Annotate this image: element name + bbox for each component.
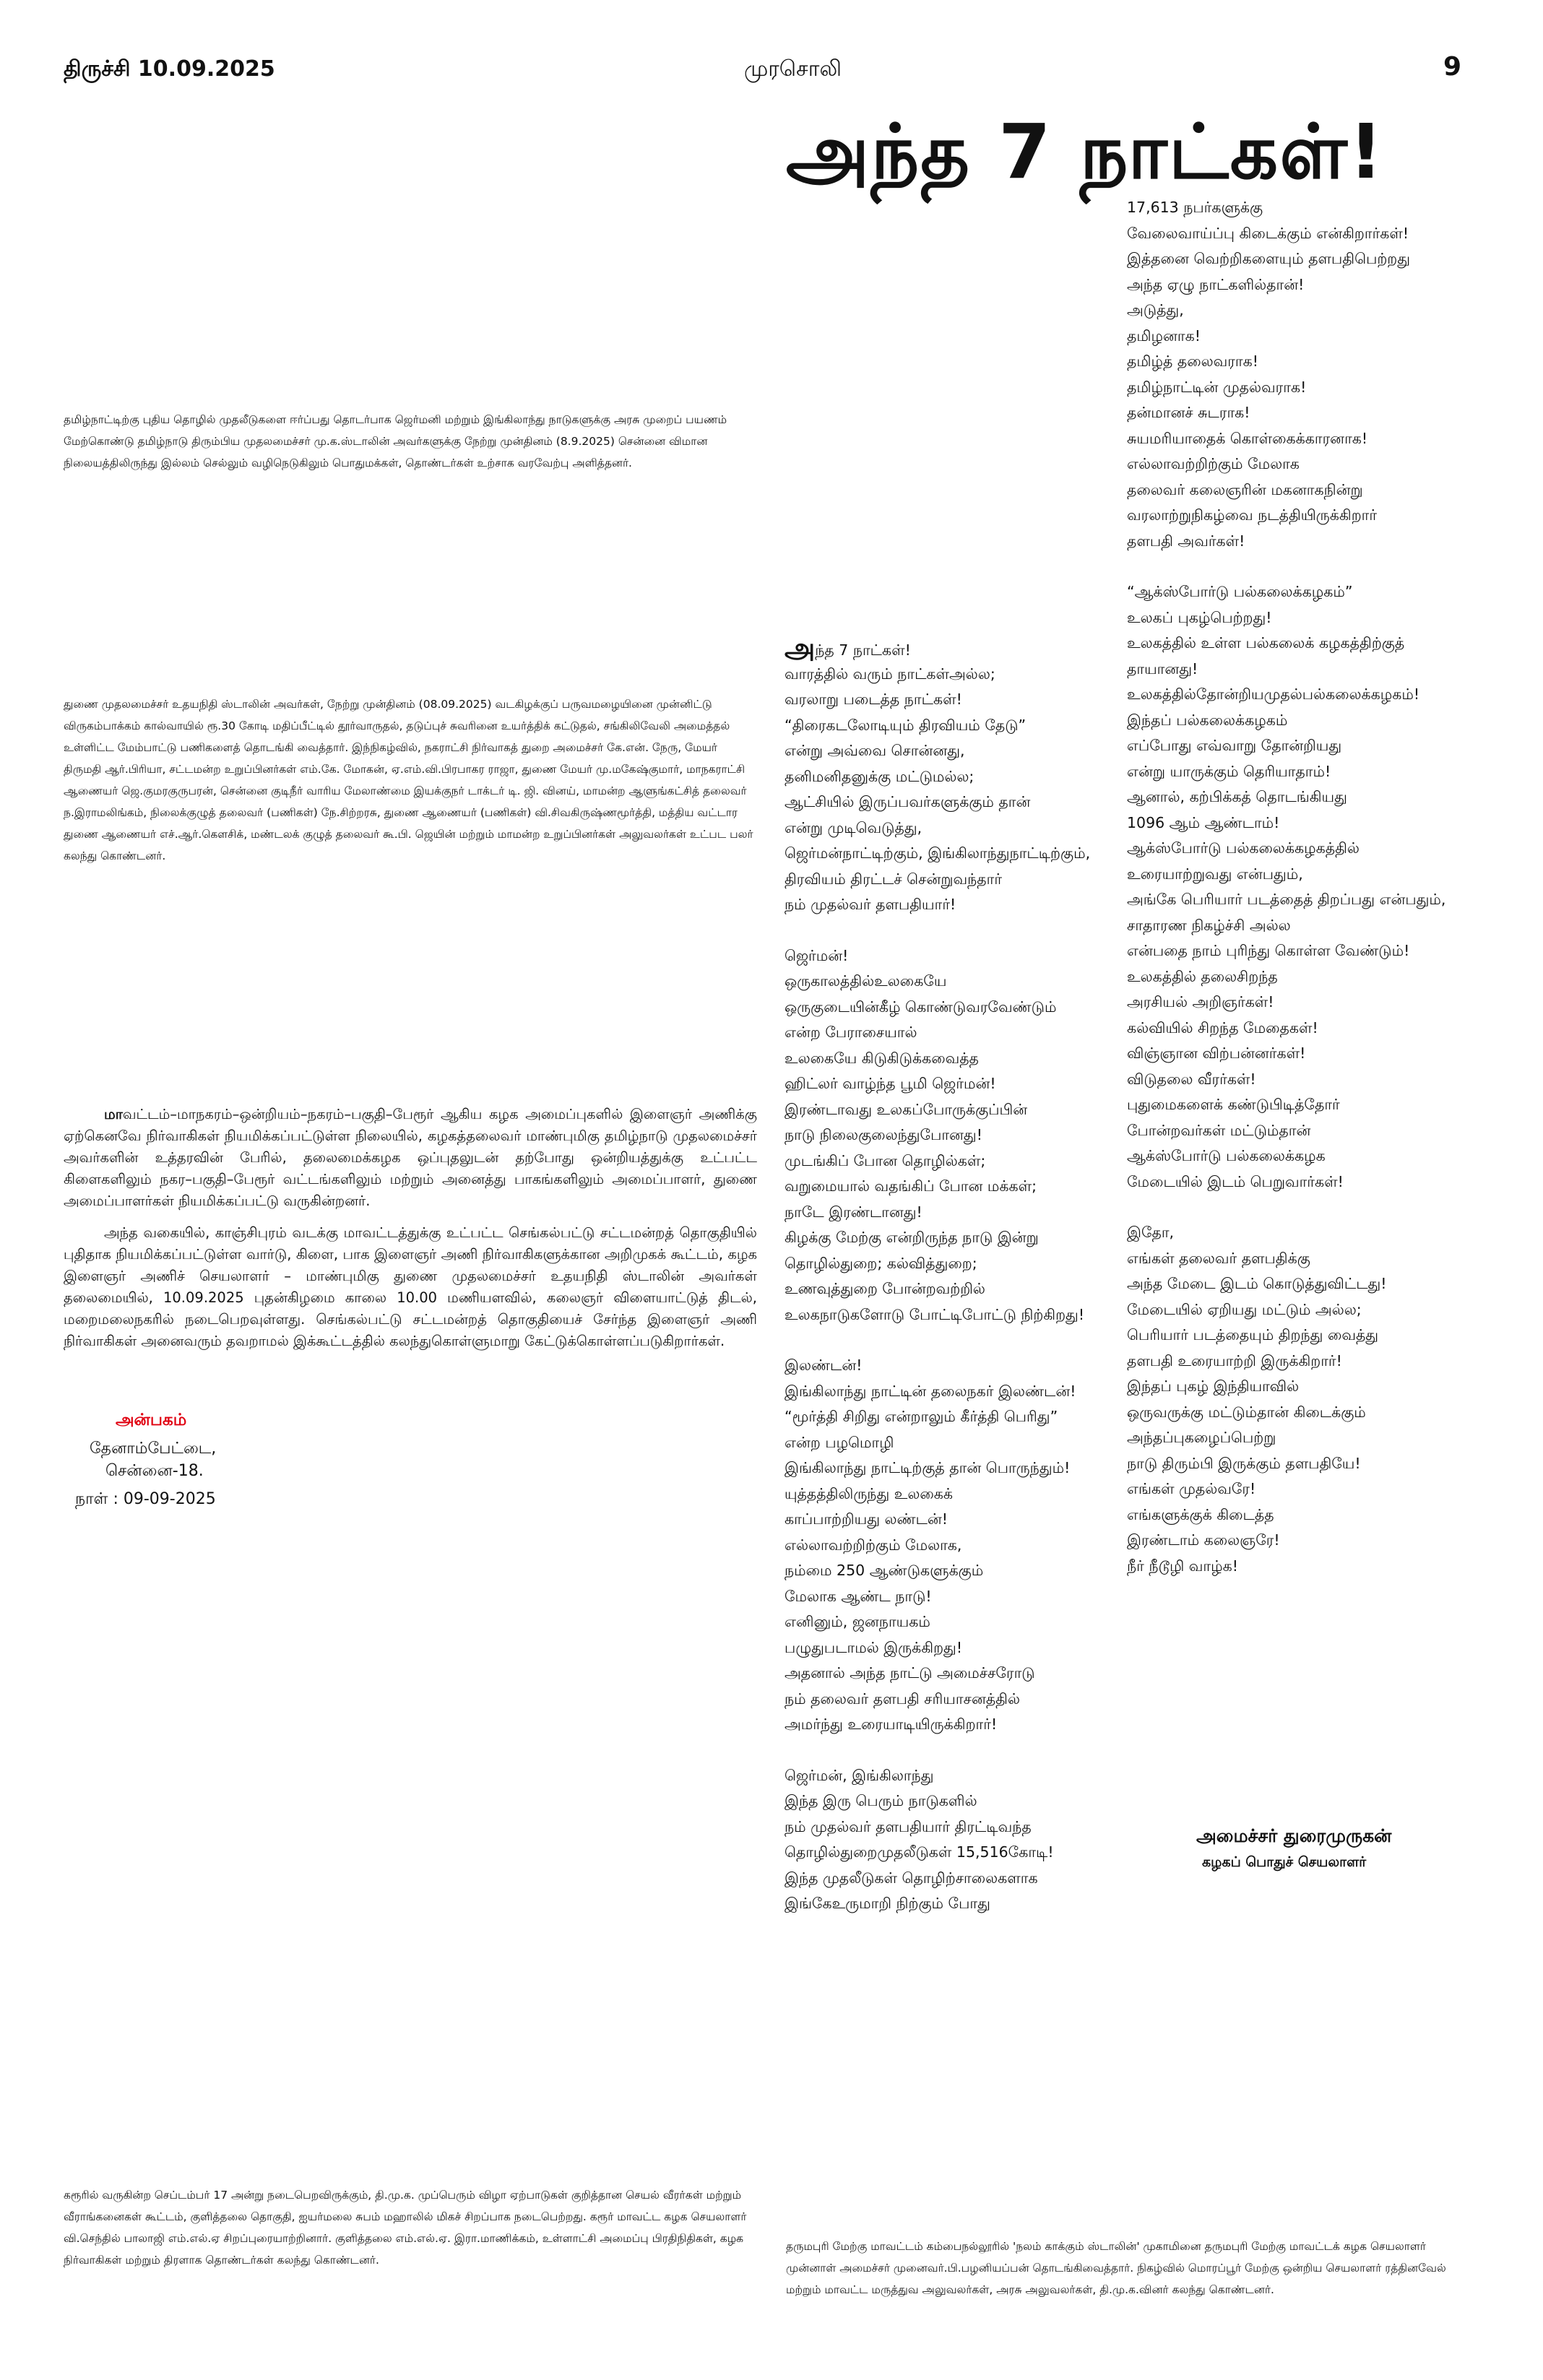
poem-line: உரையாற்றுவது என்பதும், [1127,865,1303,883]
poem-column-1 [785,632,1102,1942]
poem-line: இத்தனை வெற்றிகளையும் தளபதிபெற்றது [1127,250,1411,267]
poem-line: எங்கள் தலைவர் தளபதிக்கு [1127,1249,1310,1267]
poem-line: அதனால் அந்த நாட்டு அமைச்சரோடு [785,1664,1035,1682]
header-city-date: திருச்சி 10.09.2025 [64,56,275,82]
poem-line: என்ற பேராசையால் [785,1024,917,1041]
poem-line: மேடையில் இடம் பெறுவார்கள்! [1127,1172,1344,1190]
poem-line: தளபதி உரையாற்றி இருக்கிறார்! [1127,1351,1342,1369]
header-paper-name: முரசொலி [744,56,842,82]
poem-line: முடங்கிப் போன தொழில்கள்; [785,1151,986,1169]
poem-line: இரண்டாவது உலகப்போருக்குப்பின் [785,1100,1028,1118]
poem-line: தன்மானச் சுடராக! [1127,404,1250,421]
poem-line: சாதாரண நிகழ்ச்சி அல்ல [1127,916,1291,934]
poem-line: அந்த ஏழு நாட்களில்தான்! [1127,275,1305,293]
notice-para-1 [64,1104,757,1212]
poem-line: இந்த இரு பெரும் நாடுகளில் [785,1792,977,1809]
poem-line: சுயமரியாதைக் கொள்கைக்காரனாக! [1127,429,1368,447]
poem-line: கல்வியில் சிறந்த மேதைகள்! [1127,1018,1318,1037]
poem-line: எனினும், ஜனநாயகம் [785,1613,930,1630]
poem-line: ஒருவருக்கு மட்டும்தான் கிடைக்கும் [1127,1403,1366,1421]
poem-line: தனிமனிதனுக்கு மட்டுமல்ல; [785,767,974,785]
poem-line: என்பதை நாம் புரிந்து கொள்ள வேண்டும்! [1127,942,1410,959]
poem-line: உலகத்தில்தோன்றியமுதல்பல்கலைக்கழகம்! [1127,685,1420,703]
poem-line: இங்கேஉருமாறி நிற்கும் போது [785,1895,990,1912]
poem-stanza [785,632,1102,918]
notice-para-1-text: வட்டம்–மாநகரம்–ஒன்றியம்–நகரம்–பகுதி–பேரூர் ஆகிய கழக அமைப்புகளில் இளைஞர் அணிக்கு ஏற்கெனவே நிர்வாகிகள் நியமிக்கப்பட்டுள்ள நிலையில், கழகத்தலைவர் மாண்புமிகு தமிழ்நாடு முதலமைச்சர் அவர்களின் உத்தரவின் பேரில், தலைமைக்கழக ஒப்புதலுடன் தற்போது ஒன்றியத்துக்கு உட்பட்ட கிளைகளிலும் நகர–பகுதி–பேரூர் வட்டங்களிலும் மற்றும் அனைத்து பாகங்களிலும் அமைப்பாளர், துணை அமைப்பாளர்கள் நியமிக்கப்பட்டு வருகின்றனர். [64,1106,757,1209]
poem-line: நம் முதல்வர் தளபதியார்! [785,896,956,913]
poem-line: நீர் நீடூழி வாழ்க! [1127,1557,1238,1575]
poem-line: வாரத்தில் வரும் நாட்கள்அல்ல; [785,665,995,683]
poem-line: விடுதலை வீரர்கள்! [1127,1070,1256,1088]
poem-line-text: ந்த 7 நாட்கள்! [815,641,911,659]
poem-line: நம் முதல்வர் தளபதியார் திரட்டிவந்த [785,1817,1032,1835]
caption-udhayanidhi: துணை முதலமைச்சர் உதயநிதி ஸ்டாலின் அவர்கள், நேற்று முன்தினம் (08.09.2025) வடகிழக்குப் பருவமழையினை முன்னிட்டு விருகம்பாக்கம் கால்வாயில் ரூ.30 கோடி மதிப்பீட்டில் தூர்வாருதல், தடுப்புச் சுவரினை உயர்த்திக் கட்டுதல், சங்கிலிவேலி அமைத்தல் உள்ளிட்ட மேம்பாட்டு பணிகளைத் தொடங்கி வைத்தார். இந்நிகழ்வில், நகராட்சி நிர்வாகத் துறை அமைச்சர் கே.என். நேரு, மேயர் திருமதி ஆர்.பிரியா, சட்டமன்ற உறுப்பினர்கள் எம்.கே. மோகன், ஏ.எம்.வி.பிரபாகர ராஜா, துணை மேயர் மு.மகேஷ்குமார், மாநகராட்சி ஆணையர் ஜெ.குமரகுருபரன், சென்னை குடிநீர் வாரிய மேலாண்மை இயக்குநர் டாக்டர் டி. ஜி. வினய், மாமன்ற ஆளுங்கட்சித் தலைவர் ந.இராமலிங்கம், நிலைக்குழுத் தலைவர் (பணிகள்) நே.சிற்றரசு, துணை ஆணையர் (பணிகள்) வி.சிவகிருஷ்ணமூர்த்தி, மத்திய வட்டார துணை ஆணையர் எச்.ஆர்.கௌசிக், மண்டலக் குழுத் தலைவர் கூ.பி. ஜெயின் மற்றும் மாமன்ற உறுப்பினர்கள் அலுவலர்கள் உட்பட பலர் கலந்து கொண்டனர். [64,698,753,862]
poem-line: கிழக்கு மேற்கு என்றிருந்த நாடு இன்று [785,1229,1039,1246]
poem-line: “திரைகடலோடியும் திரவியம் தேடு” [785,716,1026,734]
poem-line: வேலைவாய்ப்பு கிடைக்கும் என்கிறார்கள்! [1127,224,1409,242]
poem-line: “ஆக்ஸ்போர்டு பல்கலைக்கழகம்” [1127,583,1353,600]
poem-line: எல்லாவற்றிற்கும் மேலாக [1127,455,1300,472]
poem-line: தொழில்துறைமுதலீடுகள் 15,516கோடி! [785,1843,1054,1861]
poem-line: அரசியல் அறிஞர்கள்! [1127,993,1274,1011]
poem-stanza [1127,195,1474,554]
poem-line: எல்லாவற்றிற்கும் மேலாக, [785,1536,962,1554]
poem-line: காப்பாற்றியது லண்டன்! [785,1510,948,1528]
poem-line: தொழில்துறை; கல்வித்துறை; [785,1254,977,1272]
poem-column-2 [1127,195,1474,1604]
poem-line: தலைவர் கலைஞரின் மகனாகநின்று [1127,480,1363,498]
caption-dharmapuri: தருமபுரி மேற்கு மாவட்டம் கம்பைநல்லூரில் 'நலம் காக்கும் ஸ்டாலின்' முகாமினை தருமபுரி மேற்கு மாவட்டக் கழக செயலாளர் முன்னாள் அமைச்சர் முனைவர்.பி.பழனியப்பன் தொடங்கிவைத்தார். நிகழ்வில் மொரப்பூர் மேற்கு ஒன்றிய செயலாளர் ரத்தினவேல் மற்றும் மாவட்ட மருத்துவ அலுவலர்கள், அரசு அலுவலர்கள், தி.மு.க.வினர் கலந்து கொண்டனர். [786,2240,1446,2296]
poem-line: எப்போது எவ்வாறு தோன்றியது [1127,737,1342,754]
poem-line: 1096 ஆம் ஆண்டாம்! [1127,813,1280,831]
poem-line: இந்தப் பல்கலைக்கழகம் [1127,711,1288,729]
poem-line: வறுமையால் வதங்கிப் போன மக்கள்; [785,1177,1037,1195]
poem-line: ஆக்ஸ்போர்டு பல்கலைக்கழக [1127,1147,1326,1164]
poem-drop-cap: அ [785,632,816,664]
poem-stanza [785,1763,1102,1917]
poem-stanza [785,1353,1102,1738]
poem-line: தாயானது! [1127,659,1198,678]
poem-line: யுத்தத்திலிருந்து உலகைக் [785,1484,953,1502]
poem-line: தமிழ்த் தலைவராக! [1127,352,1258,370]
poem-line: போன்றவர்கள் மட்டும்தான் [1127,1121,1311,1139]
poem-line: திரவியம் திரட்டச் சென்றுவந்தார் [785,870,1003,888]
poem-stanza [785,943,1102,1328]
poem-line: இலண்டன்! [785,1356,863,1374]
poem-line: எங்களுக்குக் கிடைத்த [1127,1505,1274,1523]
poem-line: ஆட்சியில் இருப்பவர்களுக்கும் தான் [785,793,1031,810]
poem-line: இதோ, [1127,1224,1175,1241]
poem-line: உலகையே கிடுகிடுக்கவைத்த [785,1049,979,1067]
poem-line: இந்த முதலீடுகள் தொழிற்சாலைகளாக [785,1869,1038,1887]
poem-line: இரண்டாம் கலைஞரே! [1127,1531,1280,1549]
poem-line: என்று யாருக்கும் தெரியாதாம்! [1127,762,1331,780]
poem-line: தமிழ்நாட்டின் முதல்வராக! [1127,378,1307,396]
poem-line: நம் தலைவர் தளபதி சரியாசனத்தில் [785,1689,1020,1708]
poem-line: வரலாறு படைத்த நாட்கள்! [785,691,962,708]
page-number: 9 [1443,52,1462,82]
article-title: அந்த 7 நாட்கள்! [786,108,1385,196]
poem-line: நம்மை 250 ஆண்டுகளுக்கும் [785,1562,984,1579]
poem-line: மேலாக ஆண்ட நாடு! [785,1587,932,1605]
poem-line: 17,613 நபர்களுக்கு [1127,199,1263,216]
poem-line: என்ற பழமொழி [785,1433,894,1451]
poem-line: பழுதுபடாமல் இருக்கிறது! [785,1638,963,1656]
poem-line: நாடு நிலைகுலைந்துபோனது! [785,1126,982,1143]
poem-line: ஹிட்லர் வாழ்ந்த பூமி ஜெர்மன்! [785,1075,996,1092]
notice-address-1: தேனாம்பேட்டை, [90,1440,217,1458]
poem-line: புதுமைகளைக் கண்டுபிடித்தோர் [1127,1096,1340,1113]
poem-line: “மூர்த்தி சிறிது என்றாலும் கீர்த்தி பெரிது” [785,1408,1058,1425]
poem-line: அந்த மேடை இடம் கொடுத்துவிட்டது! [1127,1275,1387,1292]
poem-line: மேடையில் ஏறியது மட்டும் அல்ல; [1127,1300,1362,1318]
notice-block [64,1104,757,1362]
poem-line: உணவுத்துறை போன்றவற்றில் [785,1280,985,1297]
poem-line: நாடு திரும்பி இருக்கும் தளபதியே! [1127,1454,1361,1472]
poem-stanza [1127,1220,1474,1579]
poem-line: ஆக்ஸ்போர்டு பல்கலைக்கழகத்தில் [1127,839,1360,857]
poem-line: அங்கே பெரியார் படத்தைத் திறப்பது என்பதும், [1127,891,1446,908]
poem-line: உலகநாடுகளோடு போட்டிபோட்டு நிற்கிறது! [785,1305,1085,1323]
poem-line: அமர்ந்து உரையாடியிருக்கிறார்! [785,1715,998,1733]
poem-line: உலகத்தில் தலைசிறந்த [1127,967,1278,985]
notice-para-2: அந்த வகையில், காஞ்சிபுரம் வடக்கு மாவட்டத்துக்கு உட்பட்ட செங்கல்பட்டு சட்டமன்றத் தொகுதியில் புதிதாக நியமிக்கப்பட்டுள்ள வார்டு, கிளை, பாக இளைஞர் அணி நிர்வாகிகளுக்கான அறிமுகக் கூட்டம், கழக இளைஞர் அணிச் செயலாளர் – மாண்புமிகு துணை முதலமைச்சர் உதயநிதி ஸ்டாலின் அவர்கள் தலைமையில், 10.09.2025 புதன்கிழமை காலை 10.00 மணியளவில், கலைஞர் விளையாட்டுத் திடல், மறைமலைநகரில் நடைபெறவுள்ளது. செங்கல்பட்டு சட்டமன்றத் தொகுதியைச் சேர்ந்த இளைஞர் அணி நிர்வாகிகள் அனைவரும் தவறாமல் இக்கூட்டத்தில் கலந்துகொள்ளுமாறு கேட்டுக்கொள்ளப்படுகிறார்கள். [64,1224,757,1349]
notice-lead: மா [104,1106,123,1122]
poem-line: தளபதி அவர்கள்! [1127,532,1245,550]
poem-line: எங்கள் முதல்வரே! [1127,1480,1256,1497]
poem-line: என்று அவ்வை சொன்னது, [785,742,965,759]
poem-line: உலகப் புகழ்பெற்றது! [1127,608,1272,626]
caption-germany-trip: தமிழ்நாட்டிற்கு புதிய தொழில் முதலீடுகளை ஈர்ப்பது தொடர்பாக ஜெர்மனி மற்றும் இங்கிலாந்து நாடுகளுக்கு அரசு முறைப் பயணம் மேற்கொண்டு தமிழ்நாடு திரும்பிய முதலமைச்சர் மு.க.ஸ்டாலின் அவர்களுக்கு நேற்று முன்தினம் (8.9.2025) சென்னை விமான நிலையத்திலிருந்து இல்லம் செல்லும் வழிநெடுகிலும் பொதுமக்கள், தொண்டர்கள் உற்சாக வரவேற்பு அளித்தனர். [64,413,727,469]
poem-line: தமிழனாக! [1127,326,1201,345]
poem-stanza [1127,579,1474,1195]
poem-line: ஒருகுடையின்கீழ் கொண்டுவரவேண்டும் [785,998,1057,1016]
poem-line: அடுத்து, [1127,301,1184,319]
poem-line: இந்தப் புகழ் இந்தியாவில் [1127,1377,1300,1395]
poem-line: ஜெர்மன்! [785,946,849,964]
notice-address-2: சென்னை-18. [105,1462,204,1480]
poem-line: இங்கிலாந்து நாட்டிற்குத் தான் பொருந்தும்! [785,1459,1071,1476]
poem-line: ஜெர்மன்நாட்டிற்கும், இங்கிலாந்துநாட்டிற்கும், [785,844,1091,862]
poem-line: வரலாற்றுநிகழ்வை நடத்தியிருக்கிறார் [1127,506,1378,524]
poem-line: உலகத்தில் உள்ள பல்கலைக் கழகத்திற்குத் [1127,634,1405,652]
notice-date: நாள் : 09-09-2025 [75,1490,216,1508]
poem-line: பெரியார் படத்தையும் திறந்து வைத்து [1127,1326,1379,1343]
caption-karur: கரூரில் வருகின்ற செப்டம்பர் 17 அன்று நடைபெறவிருக்கும், தி.மு.க. முப்பெரும் விழா ஏற்பாடுகள் குறித்தான செயல் வீரர்கள் மற்றும் வீராங்கனைகள் கூட்டம், குளித்தலை தொகுதி, ஐயர்மலை சுபம் மஹாலில் மிகச் சிறப்பாக நடைபெற்றது. கரூர் மாவட்ட கழக செயலாளர் வி.செந்தில் பாலாஜி எம்.எல்.ஏ சிறப்புரையாற்றினார். குளித்தலை எம்.எல்.ஏ. இரா.மாணிக்கம், உள்ளாட்சி அமைப்பு பிரதிநிதிகள், கழக நிர்வாகிகள் மற்றும் திரளாக தொண்டர்கள் கலந்து கொண்டனர். [64,2189,747,2267]
notice-sign: அன்பகம் [116,1411,187,1429]
poem-line: நாடே இரண்டானது! [785,1203,922,1221]
poem-line: இங்கிலாந்து நாட்டின் தலைநகர் இலண்டன்! [785,1382,1076,1400]
poem-line: என்று முடிவெடுத்து, [785,818,922,836]
author-name: அமைச்சர் துரைமுருகன் [1196,1825,1392,1846]
poem-line [785,632,1102,664]
poem-line: ஒருகாலத்தில்உலகையே [785,972,947,990]
author-role: கழகப் பொதுச் செயலாளர் [1202,1854,1367,1870]
poem-line: அந்தப்புகழைப்பெற்று [1127,1429,1276,1446]
poem-line: ஆனால், கற்பிக்கத் தொடங்கியது [1127,788,1347,805]
poem-line: ஜெர்மன், இங்கிலாந்து [785,1766,934,1784]
poem-line: விஞ்ஞான விற்பன்னர்கள்! [1127,1044,1306,1062]
